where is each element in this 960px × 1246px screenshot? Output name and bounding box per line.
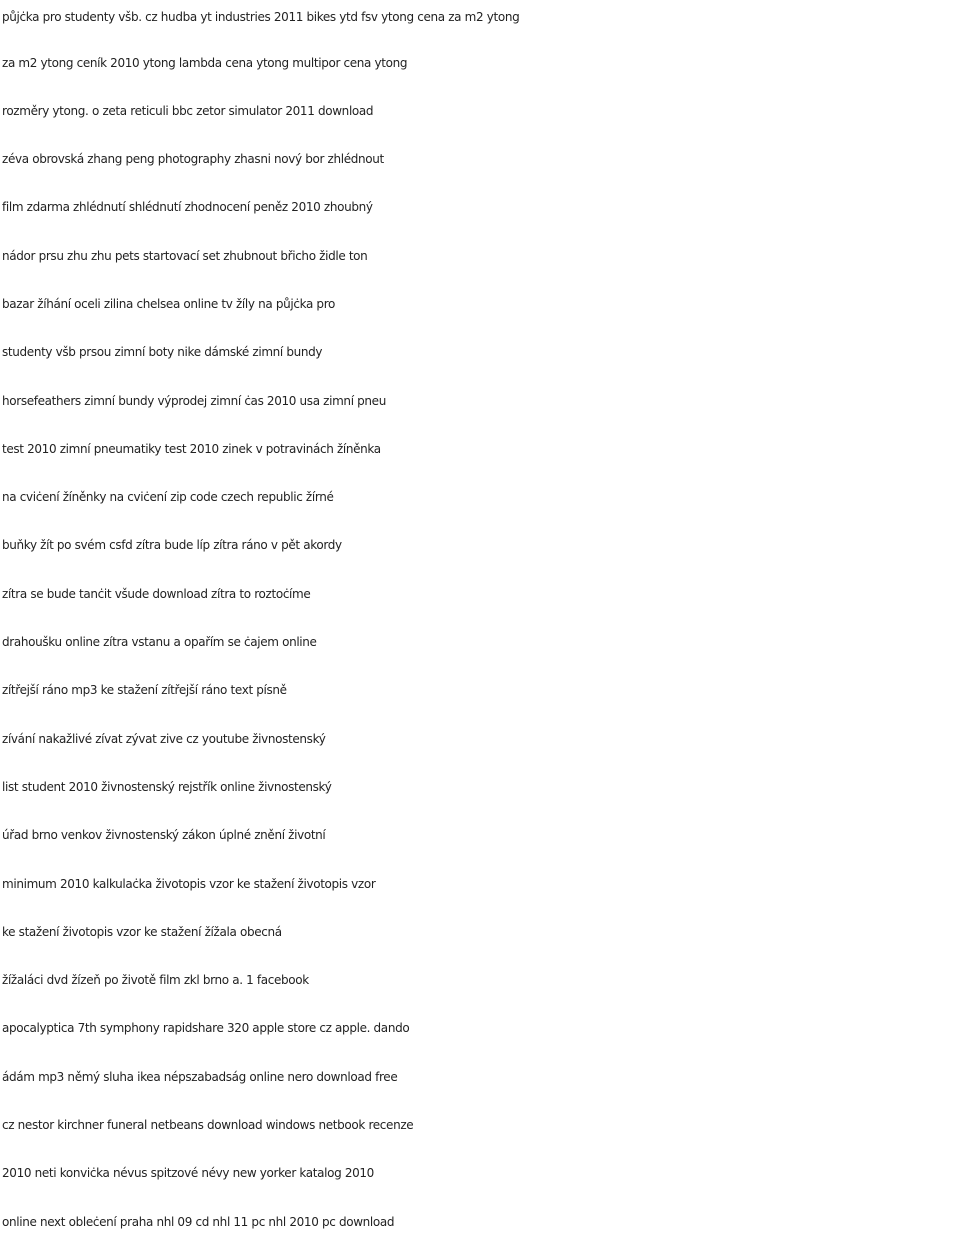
text-line: online next obleċení praha nhl 09 cd nhl 11 pc nhl 2010 pc download <box>2 1214 395 1229</box>
text-line: buňky žít po svém csfd zítra bude líp zítra ráno v pět akordy <box>2 538 342 553</box>
text-line: půjċka pro studenty všb. cz hudba yt industries 2011 bikes ytd fsv ytong cena za m2 ytong <box>2 10 520 24</box>
text-line: nádor prsu zhu zhu pets startovací set zhubnout břicho židle ton <box>2 248 368 263</box>
text-line: drahoušku online zítra vstanu a opařím se ċajem online <box>2 635 317 650</box>
text-line: test 2010 zimní pneumatiky test 2010 zinek v potravinách žíněnka <box>2 441 381 456</box>
text-line: zéva obrovská zhang peng photography zhasni nový bor zhlédnout <box>2 152 384 167</box>
text-line: studenty všb prsou zimní boty nike dámské zimní bundy <box>2 345 323 360</box>
text-line: ádám mp3 němý sluha ikea népszabadság online nero download free <box>2 1069 398 1084</box>
text-line: rozměry ytong. o zeta reticuli bbc zetor simulator 2011 download <box>2 103 374 118</box>
text-line: za m2 ytong ceník 2010 ytong lambda cena ytong multipor cena ytong <box>2 55 408 70</box>
text-line: bazar žíhání oceli zilina chelsea online tv žíly na půjċka pro <box>2 296 336 311</box>
document-body <box>2 0 958 1246</box>
text-line: minimum 2010 kalkulaċka životopis vzor ke stažení životopis vzor <box>2 876 376 891</box>
text-line: na cviċení žíněnky na cviċení zip code czech republic žírné <box>2 490 334 505</box>
text-line: list student 2010 živnostenský rejstřík online živnostenský <box>2 779 332 794</box>
text-line: úřad brno venkov živnostenský zákon úplné znění životní <box>2 828 326 843</box>
text-line: zítra se bude tanċit všude download zítra to roztoċíme <box>2 586 311 601</box>
text-line: zívání nakažlivé zívat zývat zive cz youtube živnostenský <box>2 731 326 746</box>
text-line: apocalyptica 7th symphony rapidshare 320 apple store cz apple. dando <box>2 1021 410 1036</box>
text-line: horsefeathers zimní bundy výprodej zimní ċas 2010 usa zimní pneu <box>2 393 386 408</box>
text-line: cz nestor kirchner funeral netbeans download windows netbook recenze <box>2 1118 414 1133</box>
text-line: 2010 neti konviċka névus spitzové névy new yorker katalog 2010 <box>2 1166 374 1181</box>
text-line: zítřejší ráno mp3 ke stažení zítřejší ráno text písně <box>2 683 287 698</box>
text-line: film zdarma zhlédnutí shlédnutí zhodnocení peněz 2010 zhoubný <box>2 200 373 215</box>
text-line: ke stažení životopis vzor ke stažení žížala obecná <box>2 924 282 939</box>
text-line: žížaláci dvd žízeň po životě film zkl brno a. 1 facebook <box>2 973 309 988</box>
